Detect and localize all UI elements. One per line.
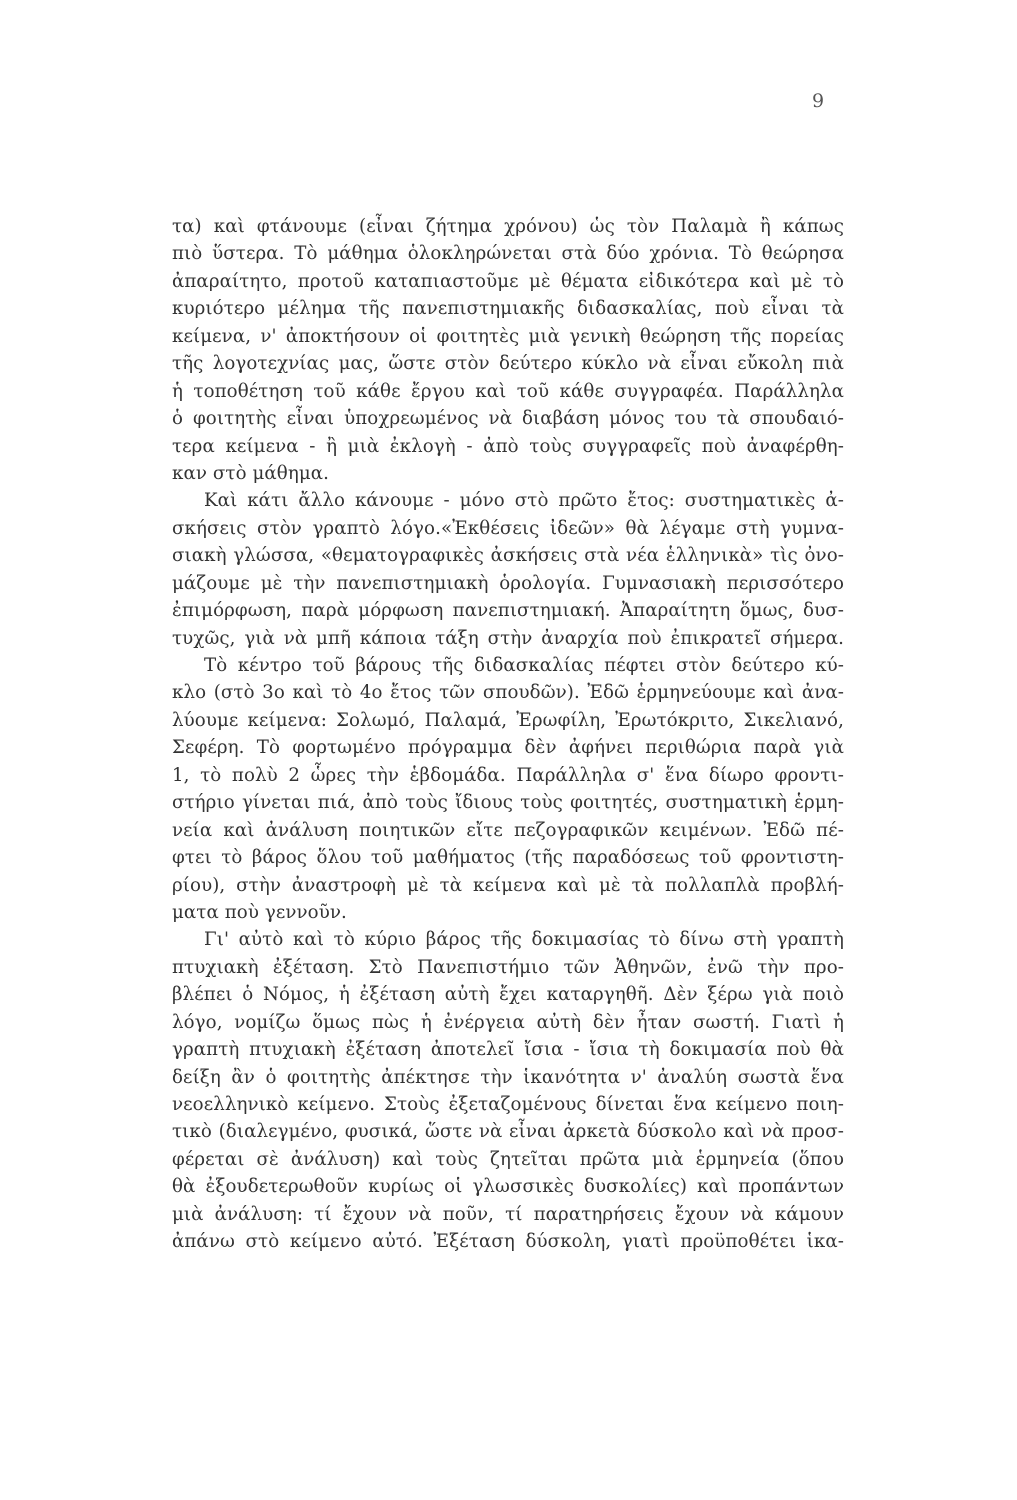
text-line: κλο (στὸ 3ο καὶ τὸ 4ο ἔτος τῶν σπουδῶν). Ἐδῶ ἑρμηνεύουμε καὶ ἀνα-: [172, 682, 844, 704]
text-line: κυριότερο μέλημα τῆς πανεπιστημιακῆς διδασκαλίας, ποὺ εἶναι τὰ: [172, 298, 844, 320]
text-line: λύουμε κείμενα: Σολωμό, Παλαμά, Ἐρωφίλη, Ἐρωτόκριτο, Σικελιανό,: [172, 709, 844, 731]
text-line: φτει τὸ βάρος ὅλου τοῦ μαθήματος (τῆς παραδόσεως τοῦ φροντιστη-: [172, 847, 844, 869]
text-line: στήριο γίνεται πιά, ἀπὸ τοὺς ἴδιους τοὺς φοιτητές, συστηματικὴ ἑρμη-: [172, 792, 844, 814]
text-line: ἀπάνω στὸ κείμενο αὐτό. Ἐξέταση δύσκολη, γιατὶ προϋποθέτει ἱκα-: [172, 1231, 844, 1253]
text-line: ἀπαραίτητο, προτοῦ καταπιαστοῦμε μὲ θέματα εἰδικότερα καὶ μὲ τὸ: [172, 270, 844, 292]
text-line: γραπτὴ πτυχιακὴ ἐξέταση ἀποτελεῖ ἴσια - ἴσια τὴ δοκιμασία ποὺ θὰ: [172, 1039, 844, 1061]
text-line: ὁ φοιτητὴς εἶναι ὑποχρεωμένος νὰ διαβάση μόνος του τὰ σπουδαιό-: [172, 408, 844, 430]
text-line: 1, τὸ πολὺ 2 ὧρες τὴν ἑβδομάδα. Παράλληλα σ' ἕνα δίωρο φροντι-: [172, 764, 844, 786]
body-text: [172, 213, 844, 1256]
text-line: σκήσεις στὸν γραπτὸ λόγο.«Ἐκθέσεις ἰδεῶν» θὰ λέγαμε στὴ γυμνα-: [172, 517, 844, 539]
text-line: τυχῶς, γιὰ νὰ μπῆ κάποια τάξη στὴν ἀναρχία ποὺ ἐπικρατεῖ σήμερα.: [172, 627, 844, 649]
text-line: τῆς λογοτεχνίας μας, ὥστε στὸν δεύτερο κύκλο νὰ εἶναι εὔκολη πιὰ: [172, 353, 844, 375]
text-line: νεοελληνικὸ κείμενο. Στοὺς ἐξεταζομένους δίνεται ἕνα κείμενο ποιη-: [172, 1094, 844, 1115]
text-line: Γι' αὐτὸ καὶ τὸ κύριο βάρος τῆς δοκιμασίας τὸ δίνω στὴ γραπτὴ: [204, 929, 844, 951]
text-line: ματα ποὺ γεννοῦν.: [172, 901, 347, 923]
text-line: τερα κείμενα - ἢ μιὰ ἐκλογὴ - ἀπὸ τοὺς συγγραφεῖς ποὺ ἀναφέρθη-: [172, 435, 844, 457]
text-line: λόγο, νομίζω ὅμως πὼς ἡ ἐνέργεια αὐτὴ δὲν ἦταν σωστή. Γιατὶ ἡ: [172, 1011, 844, 1033]
text-line: δείξη ἂν ὁ φοιτητὴς ἀπέκτησε τὴν ἱκανότητα ν' ἀναλύη σωστὰ ἕνα: [172, 1066, 844, 1088]
text-line: σιακὴ γλώσσα, «θεματογραφικὲς ἀσκήσεις στὰ νέα ἑλληνικὰ» τὶς ὀνο-: [172, 545, 844, 567]
text-line: μάζουμε μὲ τὴν πανεπιστημιακὴ ὁρολογία. Γυμνασιακὴ περισσότερο: [172, 572, 844, 594]
text-line: ἡ τοποθέτηση τοῦ κάθε ἔργου καὶ τοῦ κάθε συγγραφέα. Παράλληλα: [172, 380, 844, 402]
text-line: βλέπει ὁ Νόμος, ἡ ἐξέταση αὐτὴ ἔχει καταργηθῆ. Δὲν ξέρω γιὰ ποιὸ: [172, 984, 844, 1006]
text-line: ρίου), στὴν ἀναστροφὴ μὲ τὰ κείμενα καὶ μὲ τὰ πολλαπλὰ προβλή-: [172, 874, 844, 896]
text-line: ἐπιμόρφωση, παρὰ μόρφωση πανεπιστημιακή. Ἀπαραίτητη ὅμως, δυσ-: [172, 600, 844, 622]
text-line: πιὸ ὕστερα. Τὸ μάθημα ὁλοκληρώνεται στὰ δύο χρόνια. Τὸ θεώρησα: [172, 243, 844, 265]
text-line: θὰ ἐξουδετερωθοῦν κυρίως οἱ γλωσσικὲς δυσκολίες) καὶ προπάντων: [172, 1176, 844, 1198]
text-line: τα) καὶ φτάνουμε (εἶναι ζήτημα χρόνου) ὡς τὸν Παλαμὰ ἢ κάπως: [172, 216, 844, 237]
text-line: Τὸ κέντρο τοῦ βάρους τῆς διδασκαλίας πέφτει στὸν δεύτερο κύ-: [204, 655, 844, 676]
text-line: καν στὸ μάθημα.: [172, 462, 330, 484]
text-line: κείμενα, ν' ἀποκτήσουν οἱ φοιτητὲς μιὰ γενικὴ θεώρηση τῆς πορείας: [172, 325, 844, 347]
text-line: Σεφέρη. Τὸ φορτωμένο πρόγραμμα δὲν ἀφήνει περιθώρια παρὰ γιὰ: [172, 737, 844, 759]
text-line: Καὶ κάτι ἄλλο κάνουμε - μόνο στὸ πρῶτο ἔτος: συστηματικὲς ἀ-: [204, 490, 844, 512]
text-line: μιὰ ἀνάλυση: τί ἔχουν νὰ ποῦν, τί παρατηρήσεις ἔχουν νὰ κάμουν: [172, 1203, 844, 1225]
text-line: τικὸ (διαλεγμένο, φυσικά, ὥστε νὰ εἶναι ἀρκετὰ δύσκολο καὶ νὰ προσ-: [172, 1121, 844, 1143]
page-number: 9: [812, 90, 825, 112]
text-line: πτυχιακὴ ἐξέταση. Στὸ Πανεπιστήμιο τῶν Ἀθηνῶν, ἐνῶ τὴν προ-: [172, 956, 844, 978]
text-line: φέρεται σὲ ἀνάλυση) καὶ τοὺς ζητεῖται πρῶτα μιὰ ἑρμηνεία (ὅπου: [172, 1148, 844, 1170]
text-line: νεία καὶ ἀνάλυση ποιητικῶν εἴτε πεζογραφικῶν κειμένων. Ἐδῶ πέ-: [172, 819, 844, 841]
